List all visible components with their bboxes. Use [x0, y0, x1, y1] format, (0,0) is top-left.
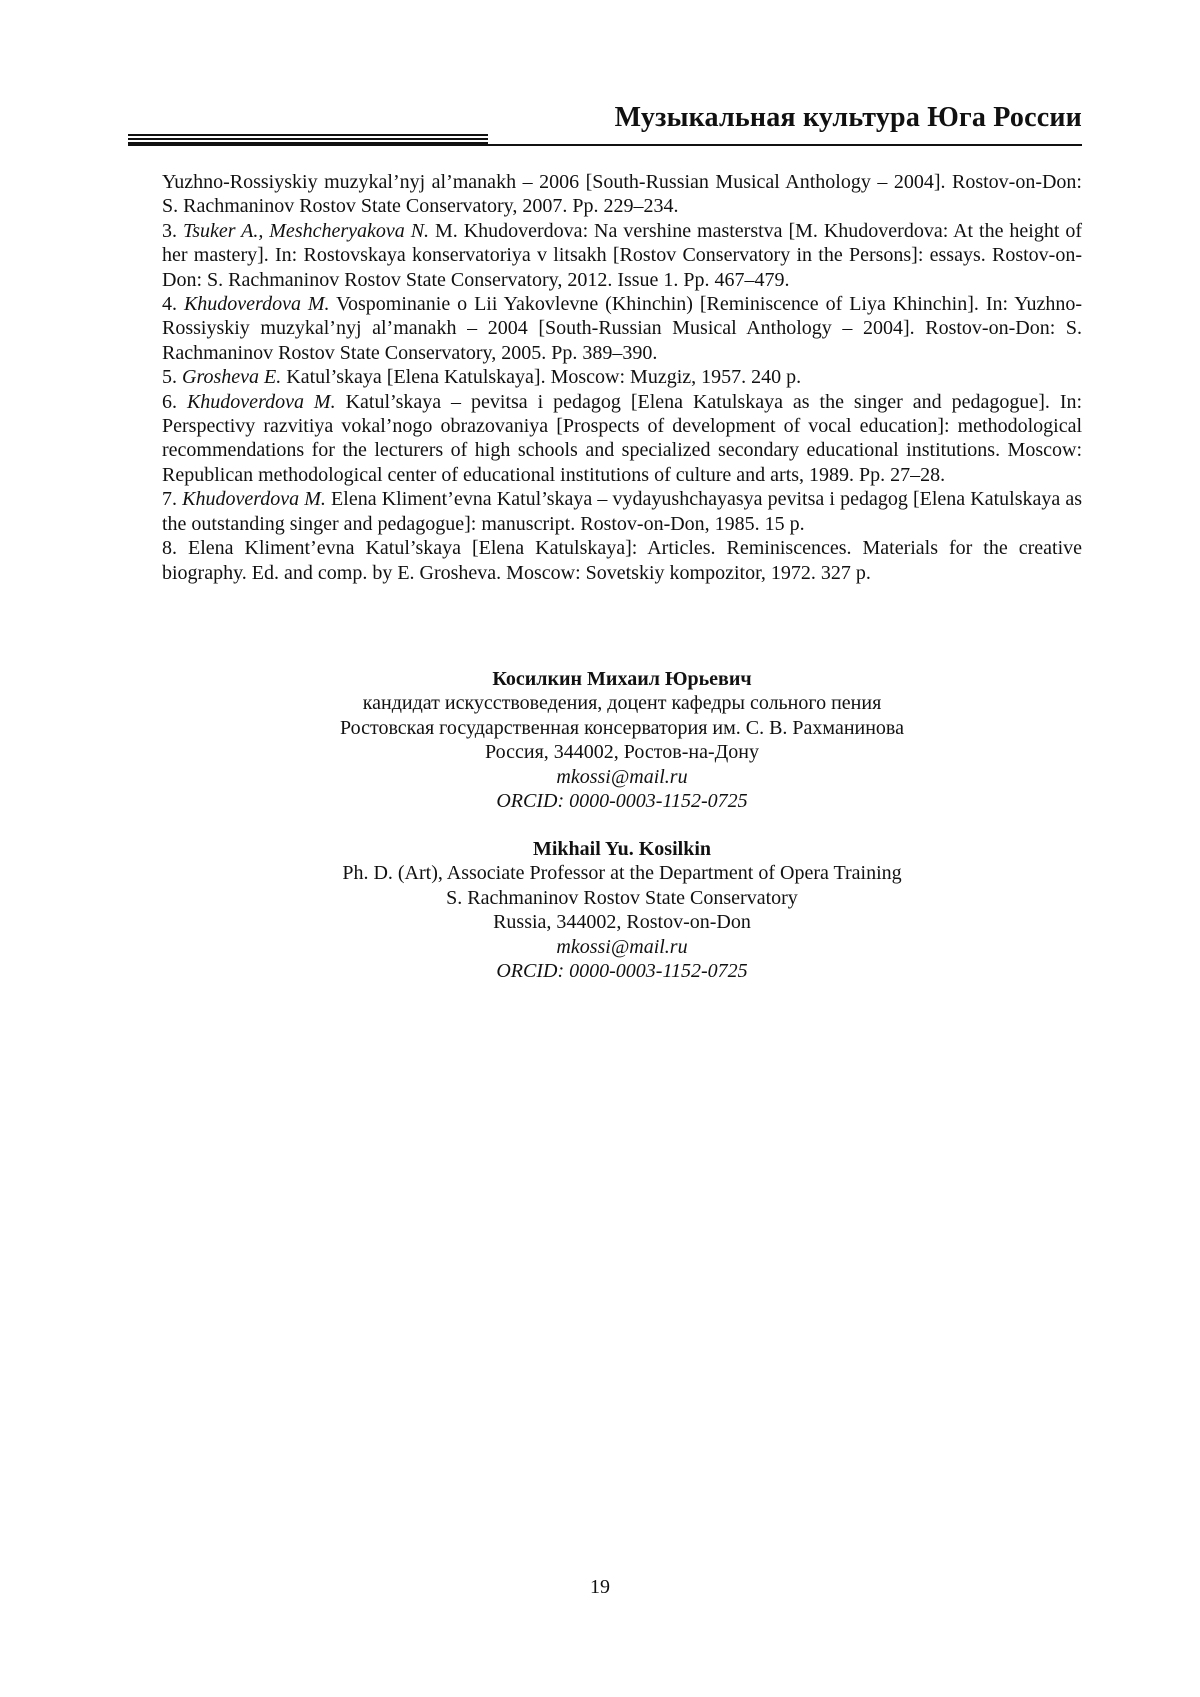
author-email[interactable]: mkossi@mail.ru: [556, 765, 688, 788]
author-info-russian: [162, 667, 1082, 813]
author-institution: Ростовская государственная консерватория им. С. В. Рахманинова: [339, 716, 904, 739]
reference-item: Yuzhno-Rossiyskiy muzykal’nyj al’manakh – 2006 [South-Russian Musical Anthology – 2004]. Rostov-on-Don: S. Rachmaninov Rostov State Conservatory, 2007. Pp. 229–234.: [162, 171, 1082, 218]
journal-title: Музыкальная культура Юга России: [614, 102, 1082, 133]
references-list: [162, 170, 1082, 585]
author-name: Mikhail Yu. Kosilkin: [532, 838, 712, 860]
reference-item: 6. Khudoverdova M. Katul’skaya – pevitsa i pedagog [Elena Katulskaya as the singer and pedagogue]. In: Perspectivy razvitiya vokal’nogo obrazovaniya [Prospects of development of vocal education]: methodological recommendations for the lecturers of high schools and specialized secondary educational institutions. Moscow: Republican methodological center of educational institutions of culture and arts, 1989. Pp. 27–28.: [162, 390, 1083, 486]
reference-item: 3. Tsuker A., Meshcheryakova N. M. Khudoverdova: Na vershine masterstva [M. Khudoverdova: At the height of her mastery]. In: Rostovskaya konservatoriya v litsakh [Rostov Conservatory in the Persons]: essays. Rostov-on-Don: S. Rachmaninov Rostov State Conservatory, 2012. Issue 1. Pp. 467–479.: [162, 219, 1082, 291]
reference-item: 4. Khudoverdova M. Vospominanie o Lii Yakovlevne (Khinchin) [Reminiscence of Liya Khinchin]. In: Yuzhno-Rossiyskiy muzykal’nyj al’manakh – 2004 [South-Russian Musical Anthology – 2004]. Rostov-on-Don: S. Rachmaninov Rostov State Conservatory, 2005. Pp. 389–390.: [162, 293, 1082, 364]
header-rule: [128, 144, 1082, 146]
author-orcid: ORCID: 0000-0003-1152-0725: [496, 790, 748, 813]
reference-item: 5. Grosheva E. Katul’skaya [Elena Katulskaya]. Moscow: Muzgiz, 1957. 240 p.: [162, 366, 802, 389]
author-orcid: ORCID: 0000-0003-1152-0725: [496, 960, 748, 983]
author-institution: S. Rachmaninov Rostov State Conservatory: [446, 886, 798, 909]
author-address: Russia, 344002, Rostov-on-Don: [493, 911, 751, 934]
reference-item: 7. Khudoverdova M. Elena Kliment’evna Katul’skaya – vydayushchayasya pevitsa i pedagog [Elena Katulskaya as the outstanding singer and pedagogue]: manuscript. Rostov-on-Don, 1985. 15 p.: [162, 488, 1083, 535]
author-email[interactable]: mkossi@mail.ru: [556, 935, 688, 958]
author-position: Ph. D. (Art), Associate Professor at the Department of Opera Training: [342, 862, 902, 885]
page-number: 19: [590, 1576, 610, 1598]
author-position: кандидат искусствоведения, доцент кафедры сольного пения: [362, 692, 882, 715]
author-info-english: [162, 837, 1082, 983]
author-name: Косилкин Михаил Юрьевич: [492, 668, 752, 690]
reference-item: 8. Elena Kliment’evna Katul’skaya [Elena Katulskaya]: Articles. Reminiscences. Materials for the creative biography. Ed. and comp. by E. Grosheva. Moscow: Sovetskiy kompozitor, 1972. 327 p.: [162, 537, 1083, 584]
author-address: Россия, 344002, Ростов-на-Дону: [485, 741, 759, 764]
